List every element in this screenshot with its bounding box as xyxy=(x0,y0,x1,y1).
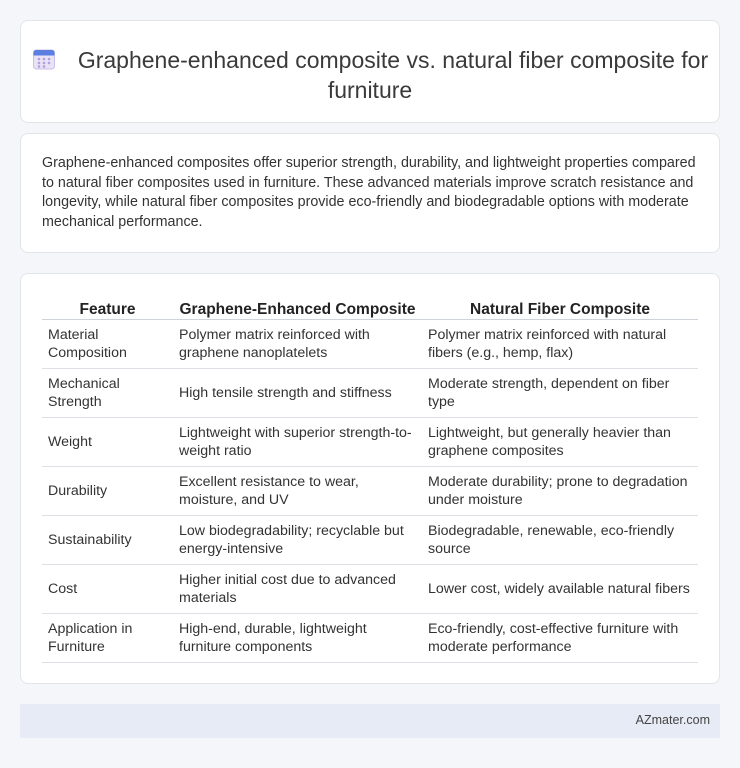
table-row xyxy=(42,368,698,417)
summary-card xyxy=(20,133,720,253)
comparison-card xyxy=(20,273,720,684)
graphene-cell: Excellent resistance to wear, moisture, and UV xyxy=(173,466,422,515)
page-title-wrap xyxy=(21,45,719,105)
table-row xyxy=(42,613,698,662)
graphene-cell: Higher initial cost due to advanced materials xyxy=(173,564,422,613)
calendar-icon xyxy=(32,47,56,71)
column-header-graphene: Graphene-Enhanced Composite xyxy=(173,296,422,319)
feature-cell: Sustainability xyxy=(42,515,173,564)
feature-cell: Material Composition xyxy=(42,319,173,368)
graphene-cell: Lightweight with superior strength-to-weight ratio xyxy=(173,417,422,466)
natural-fiber-cell: Moderate durability; prone to degradation under moisture xyxy=(422,466,698,515)
natural-fiber-cell: Lightweight, but generally heavier than graphene composites xyxy=(422,417,698,466)
natural-fiber-cell: Moderate strength, dependent on fiber type xyxy=(422,368,698,417)
graphene-cell: Polymer matrix reinforced with graphene nanoplatelets xyxy=(173,319,422,368)
feature-cell: Weight xyxy=(42,417,173,466)
feature-cell: Cost xyxy=(42,564,173,613)
table-row xyxy=(42,417,698,466)
column-header-natural-fiber: Natural Fiber Composite xyxy=(422,296,698,319)
table-row xyxy=(42,319,698,368)
table-row xyxy=(42,515,698,564)
natural-fiber-cell: Polymer matrix reinforced with natural fibers (e.g., hemp, flax) xyxy=(422,319,698,368)
table-row xyxy=(42,466,698,515)
feature-cell: Mechanical Strength xyxy=(42,368,173,417)
graphene-cell: High-end, durable, lightweight furniture components xyxy=(173,613,422,662)
title-card xyxy=(20,20,720,123)
footer-bar xyxy=(20,704,720,738)
footer-brand: AZmater.com xyxy=(635,713,710,727)
graphene-cell: Low biodegradability; recyclable but energy-intensive xyxy=(173,515,422,564)
feature-cell: Application in Furniture xyxy=(42,613,173,662)
natural-fiber-cell: Lower cost, widely available natural fibers xyxy=(422,564,698,613)
graphene-cell: High tensile strength and stiffness xyxy=(173,368,422,417)
feature-cell: Durability xyxy=(42,466,173,515)
column-header-feature: Feature xyxy=(42,296,173,319)
page-title: Graphene-enhanced composite vs. natural fiber composite for furniture xyxy=(77,47,709,103)
comparison-table xyxy=(42,296,698,663)
summary-text: Graphene-enhanced composites offer superior strength, durability, and lightweight properties compared to natural fiber composites used in furniture. These advanced materials improve scratch resistance and longevity, while natural fiber composites provide eco-friendly and biodegradable options with moderate mechanical performance. xyxy=(42,155,696,230)
table-header-row xyxy=(42,296,698,319)
natural-fiber-cell: Biodegradable, renewable, eco-friendly source xyxy=(422,515,698,564)
table-row xyxy=(42,564,698,613)
natural-fiber-cell: Eco-friendly, cost-effective furniture with moderate performance xyxy=(422,613,698,662)
